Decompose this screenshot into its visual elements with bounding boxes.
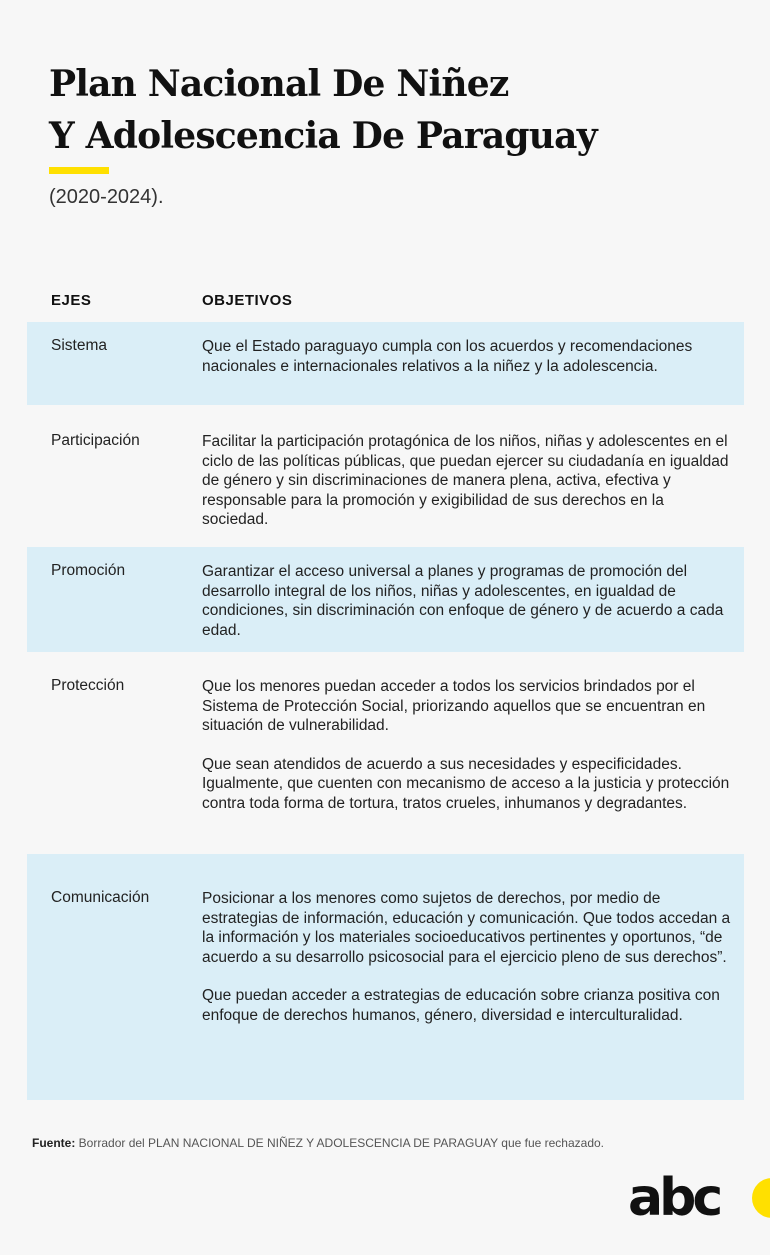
eje-label: Protección [51, 677, 125, 694]
source-text: Borrador del PLAN NACIONAL DE NIÑEZ Y ADOLESCENCIA DE PARAGUAY que fue rechazado. [75, 1136, 605, 1150]
objetivo-paragraph: Que el Estado paraguayo cumpla con los acuerdos y recomendaciones nacionales e internacionales relativos a la niñez y la adolescencia. [202, 338, 693, 375]
table-row-promocion [27, 547, 744, 652]
title-line-1: Plan Nacional De Niñez [49, 63, 509, 105]
eje-label: Participación [51, 432, 140, 449]
table-row-comunicacion [27, 854, 744, 1100]
subtitle: (2020-2024). [49, 186, 164, 208]
column-header-objetivos: OBJETIVOS [202, 292, 293, 309]
objetivo-paragraph: Que sean atendidos de acuerdo a sus necesidades y especificidades. Igualmente, que cuenten con mecanismo de acceso a la justicia y protección contra toda forma de tortura, tratos crueles, inhumanos y degradantes. [202, 755, 730, 812]
source-label: Fuente: [32, 1136, 76, 1150]
objetivo-text [202, 889, 732, 1025]
source-note [32, 1136, 604, 1150]
title-line-2: Y Adolescencia De Paraguay [49, 115, 597, 157]
objetivo-text [202, 432, 732, 530]
objetivo-paragraph: Que puedan acceder a estrategias de educación sobre crianza positiva con enfoque de derechos humanos, género, diversidad e interculturalidad. [202, 987, 720, 1024]
eje-label: Sistema [51, 337, 107, 354]
eje-label: Promoción [51, 562, 126, 579]
column-header-ejes: EJES [51, 292, 92, 309]
objetivo-paragraph: Que los menores puedan acceder a todos los servicios brindados por el Sistema de Protección Social, priorizando aquellos que se encuentran en situación de vulnerabilidad. [202, 678, 706, 734]
objetivo-paragraph: Garantizar el acceso universal a planes y programas de promoción del desarrollo integral de los niños, niñas y adolescentes, en igualdad de condiciones, sin discriminación con enfoque de género y de acuerdo a cada edad. [202, 563, 724, 639]
objetivo-paragraph: Posicionar a los menores como sujetos de derechos, por medio de estrategias de información, educación y comunicación. Que todos accedan a la información y los materiales socioeducativos pertinentes y oportunos, “de acuerdo a su desarrollo psicosocial para el ejercicio pleno de sus derechos”. [202, 890, 731, 966]
title-accent-bar [49, 167, 109, 174]
objetivo-text [202, 337, 732, 376]
table-row-participacion [27, 412, 744, 542]
table-row-proteccion [27, 660, 744, 848]
objetivo-text [202, 677, 732, 813]
eje-label: Comunicación [51, 889, 150, 906]
abc-logo: abc [628, 1168, 720, 1228]
objetivo-paragraph: Facilitar la participación protagónica de los niños, niñas y adolescentes en el ciclo de las políticas públicas, que puedan ejercer su ciudadanía en igualdad de género y sin discriminaciones de manera plena, activa, efectiva y responsable para la promoción y exigibilidad de sus derechos en la sociedad. [202, 433, 729, 528]
objetivo-text [202, 562, 732, 640]
table-row-sistema [27, 322, 744, 405]
logo-yellow-circle [752, 1178, 770, 1218]
page-title [49, 58, 597, 162]
